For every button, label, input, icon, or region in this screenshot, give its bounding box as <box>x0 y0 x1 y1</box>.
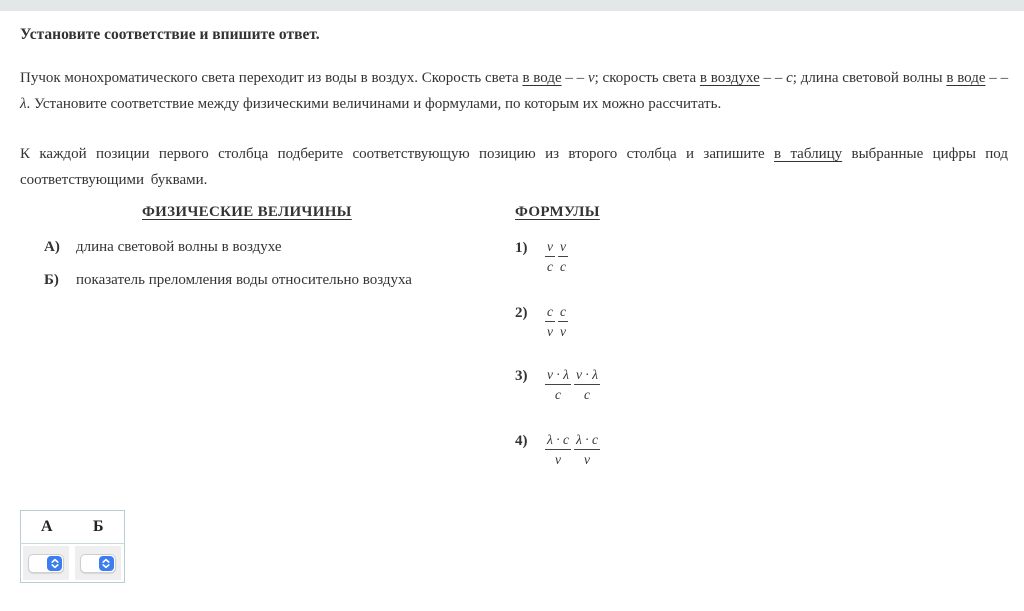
text-segment: ; скорость света <box>594 70 700 86</box>
formula-number: 3) <box>515 368 528 384</box>
quantity-text: длина световой волны в воздухе <box>76 239 282 255</box>
denominator: c <box>554 387 561 402</box>
formula-row-4 <box>515 432 603 467</box>
answer-header-b: Б <box>73 511 125 544</box>
page-title: Установите соответствие и впишите ответ. <box>20 26 320 43</box>
text-segment: выбранные цифры под соответствующими буквами. <box>20 146 1009 188</box>
fraction <box>558 239 568 274</box>
numerator: λ · c <box>545 432 571 450</box>
denominator: c <box>583 387 590 402</box>
math-variable: v <box>587 70 595 86</box>
numerator: v <box>558 239 568 257</box>
numerator: v · λ <box>574 367 600 385</box>
up-down-chevrons-icon <box>47 556 62 571</box>
text-segment: ; длина световой волны <box>792 70 947 86</box>
answer-select-a[interactable] <box>28 554 64 573</box>
fraction <box>545 367 571 402</box>
quantity-item-a <box>44 239 282 256</box>
underlined-term: в воде <box>522 70 562 86</box>
answer-cell-a <box>21 544 73 583</box>
top-bar <box>0 0 1024 11</box>
formula-number: 4) <box>515 433 528 449</box>
text-segment: Пучок монохроматического света переходит из воды в воздух. Скорость света <box>20 70 523 86</box>
quantity-item-b <box>44 272 412 289</box>
denominator: v <box>583 452 590 467</box>
fraction <box>545 432 571 467</box>
denominator: c <box>547 259 553 274</box>
answer-select-b[interactable] <box>80 554 116 573</box>
denominator: v <box>554 452 561 467</box>
denominator: v <box>560 324 566 339</box>
task-paragraph <box>20 141 1008 193</box>
numerator: v <box>545 239 555 257</box>
math-variable: λ <box>20 96 27 112</box>
formula-number: 2) <box>515 305 528 321</box>
answer-cell-b <box>73 544 125 583</box>
text-segment: – – <box>759 70 787 86</box>
formula-row-3 <box>515 367 603 402</box>
quantities-header: ФИЗИЧЕСКИЕ ВЕЛИЧИНЫ <box>142 204 352 220</box>
formula-number: 1) <box>515 240 528 256</box>
formulas-header: ФОРМУЛЫ <box>515 204 600 220</box>
denominator: c <box>560 259 566 274</box>
fraction <box>545 304 555 339</box>
formula-row-1 <box>515 239 571 274</box>
quantity-label: А) <box>44 239 60 255</box>
underlined-term: в воде <box>946 70 986 86</box>
denominator: v <box>547 324 553 339</box>
text-segment: К каждой позиции первого столбца подберите соответствующую позицию из второго столбца и запишите <box>20 146 775 162</box>
fraction <box>558 304 568 339</box>
fraction <box>545 239 555 274</box>
numerator: v · λ <box>545 367 571 385</box>
numerator: λ · c <box>574 432 600 450</box>
answer-cell-bg <box>75 546 121 580</box>
quantity-text: показатель преломления воды относительно воздуха <box>76 272 412 288</box>
text-segment: – – <box>561 70 588 86</box>
fraction <box>574 367 600 402</box>
up-down-chevrons-icon <box>99 556 114 571</box>
fraction <box>574 432 600 467</box>
underlined-term: в таблицу <box>774 146 843 162</box>
formula-row-2 <box>515 304 571 339</box>
text-segment: – – <box>985 70 1009 86</box>
answer-header-a: А <box>21 511 73 544</box>
math-variable: c <box>786 70 793 86</box>
answer-cell-bg <box>23 546 69 580</box>
answer-table <box>20 510 125 583</box>
numerator: c <box>545 304 555 322</box>
numerator: c <box>558 304 568 322</box>
text-segment: . Установите соответствие между физическими величинами и формулами, по которым их можно рассчитать. <box>26 96 722 112</box>
quantity-label: Б) <box>44 272 59 288</box>
intro-paragraph <box>20 65 1008 117</box>
underlined-term: в воздухе <box>699 70 760 86</box>
